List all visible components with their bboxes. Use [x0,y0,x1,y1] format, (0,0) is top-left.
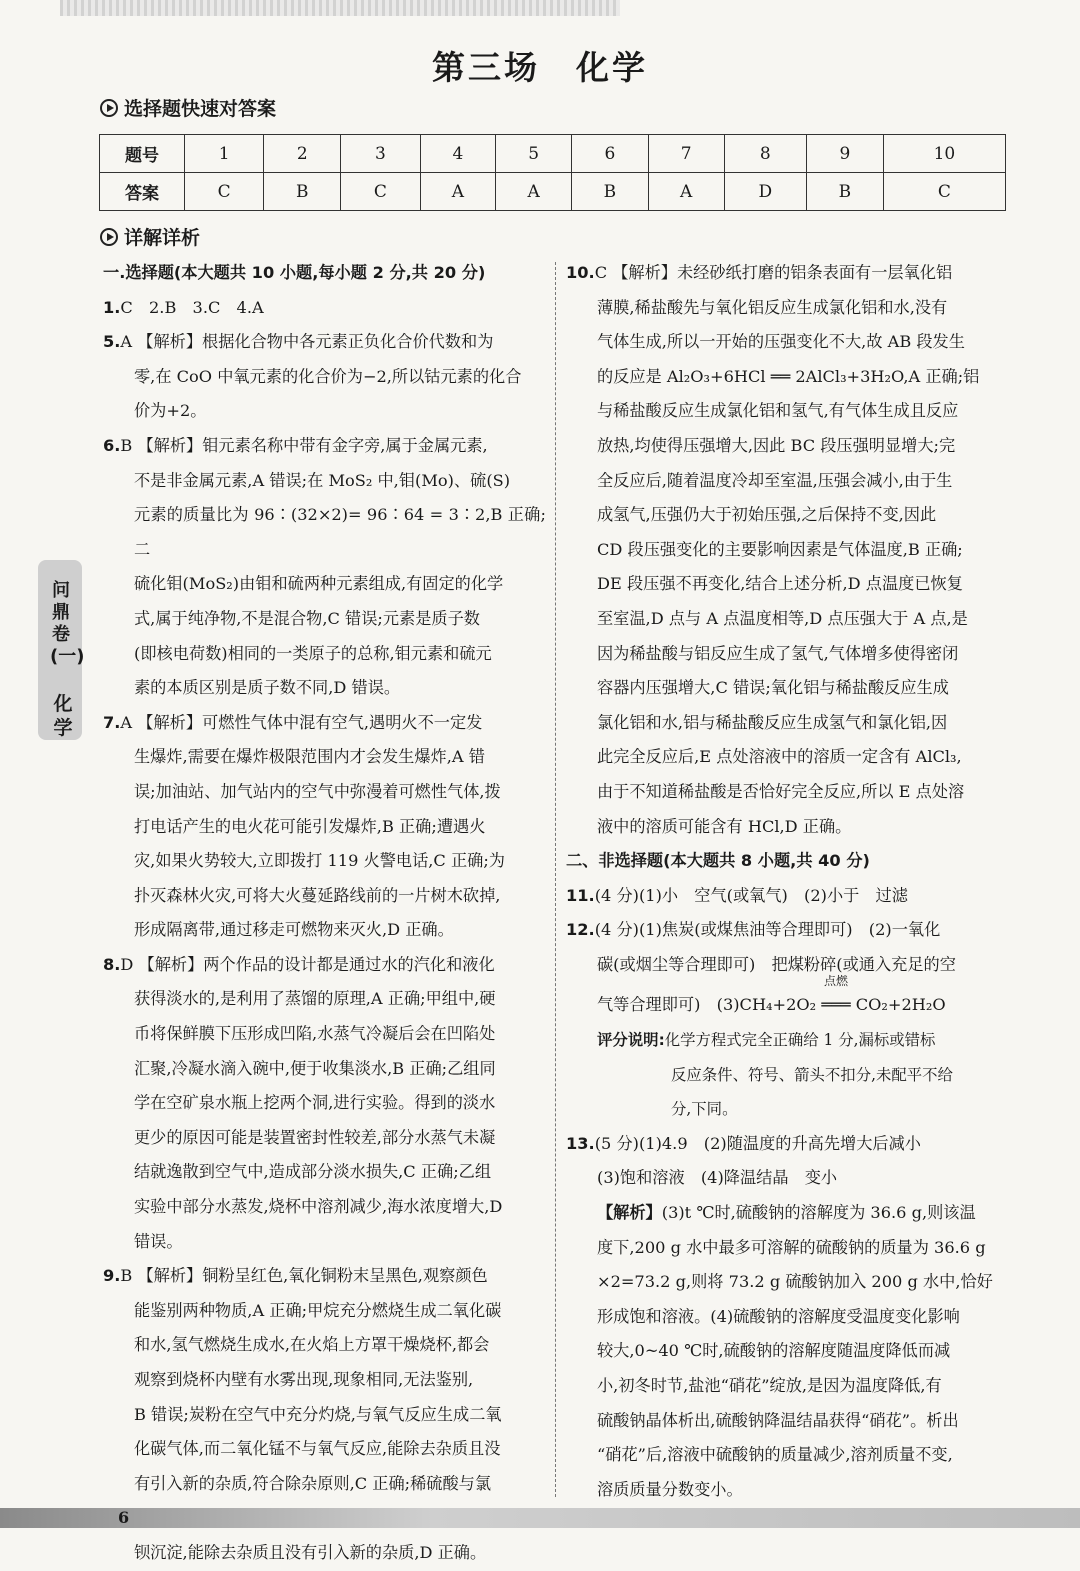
answer-line: 钡沉淀,能除去杂质且没有引入新的杂质,D 正确。 [134,1542,487,1562]
part-two-number: 二、 [566,851,599,871]
answer-cell: A [420,173,496,211]
scoring-note [566,1023,1007,1058]
scoring-label: 评分说明: [597,1031,665,1050]
question-block [103,325,546,429]
side-tab-subject: 化学 [53,693,73,739]
answer-line: 碳(或烟尘等合理即可) 把煤粉碎(或通入充足的空 [597,954,956,974]
answer-line: 零,在 CoO 中氧元素的化合价为−2,所以钴元素的化合 [134,366,522,386]
answer-line: 形成隔离带,通过移走可燃物来灭火,D 正确。 [134,920,454,940]
answer-cell: C [341,173,420,211]
equation-suffix: CO₂+2H₂O [855,995,946,1015]
question-block [103,291,546,326]
question-number: 3 [341,135,420,173]
scoring-line: 分,下同。 [671,1100,738,1119]
question-number-label: 7. [103,712,121,732]
answer-line: 气体生成,所以一开始的压强变化不大,故 AB 段发生 [597,332,965,352]
answer-line: 因为稀盐酸与铝反应生成了氢气,气体增多使得密闭 [597,643,959,663]
top-scan-strip [60,0,620,16]
answer-line: C 2.B 3.C 4.A [120,297,264,317]
analysis-line: 较大,0~40 ℃时,硫酸钠的溶解度随温度降低而减 [597,1341,951,1361]
answer-line: 素的本质区别是质子数不同,D 错误。 [134,678,401,698]
page-number: 6 [118,1508,130,1527]
answer-line: 薄膜,稀盐酸先与氧化铝反应生成氯化铝和水,没有 [597,297,948,317]
row-label-number: 题号 [100,135,185,173]
question-number-label: 1. [103,297,121,317]
answer-line: .选择题(本大题共 10 小题,每小题 2 分,共 20 分) [119,263,486,282]
answer-line: B 【解析】铜粉呈红色,氧化铜粉末呈黑色,观察颜色 [120,1266,488,1286]
question-first-line [103,948,546,983]
answer-cell: B [572,173,649,211]
answer-line: 灾,如果火势较大,立即拨打 119 火警电话,C 正确;为 [134,851,505,871]
answer-line: 更少的原因可能是装置密封性较差,部分水蒸气未凝 [134,1127,496,1147]
answer-line: 有引入新的杂质,符合除杂原则,C 正确;稀硫酸与氯 [134,1473,492,1493]
answer-line: 此完全反应后,E 点处溶液中的溶质一定含有 AlCl₃, [597,747,962,767]
answer-line: 观察到烧杯内壁有水雾出现,现象相同,无法鉴别, [134,1370,474,1389]
answer-line: 打电话产生的电火花可能引发爆炸,B 正确;遭遇火 [134,816,486,836]
quick-answer-heading-text: 选择题快速对答案 [124,98,277,120]
answer-line: 容器内压强增大,C 错误;氧化铝与稀盐酸反应生成 [597,678,949,698]
question-first-line [103,1259,546,1294]
answer-line: 不是非金属元素,A 错误;在 MoS₂ 中,钼(Mo)、硫(S) [134,470,511,490]
answer-line: 误;加油站、加气站内的空气中弥漫着可燃性气体,拨 [134,781,501,801]
answer-cell: B [264,173,341,211]
question-number: 4 [420,135,496,173]
question-number: 10 [883,135,1005,173]
column-divider [555,262,556,1497]
answer-line: 至室温,D 点与 A 点温度相等,D 点压强大于 A 点,是 [597,608,968,628]
answer-line: B 【解析】钼元素名称中带有金字旁,属于金属元素, [120,435,488,455]
analysis-line: 小,初冬时节,盐池“硝花”绽放,是因为温度降低,有 [597,1376,942,1395]
table-row-numbers [100,135,1006,173]
question-first-line [103,291,546,326]
answer-cell: A [496,173,572,211]
table-row-answers [100,173,1006,211]
question-first-line [103,256,546,291]
question-block [103,706,546,948]
answer-line: 实验中部分水蒸发,烧杯中溶剂减少,海水浓度增大,D [134,1197,503,1217]
answer-cell: A [648,173,724,211]
answer-line: 汇聚,冷凝水滴入碗中,便于收集淡水,B 正确;乙组同 [134,1058,496,1078]
question-number-label: 13. [566,1133,595,1153]
question-first-line [103,429,546,464]
answer-cell: D [724,173,806,211]
question-number: 1 [185,135,264,173]
reaction-arrow [821,974,851,1023]
question-number: 2 [264,135,341,173]
answer-line: (5 分)(1)4.9 (2)随温度的升高先增大后减小 [594,1133,921,1153]
answer-line: 错误。 [134,1231,183,1251]
question-number: 6 [572,135,649,173]
answer-line: 的反应是 Al₂O₃+6HCl ══ 2AlCl₃+3H₂O,A 正确;铝 [597,366,980,386]
question-number-label: 12. [566,920,595,940]
answer-line: 成氢气,压强仍大于初始压强,之后保持不变,因此 [597,505,937,525]
question-10 [566,256,1007,844]
answer-line: 获得淡水的,是利用了蒸馏的原理,A 正确;甲组中,硬 [134,989,496,1009]
question-11 [566,879,1007,914]
answer-line: 与稀盐酸反应生成氯化铝和氢气,有气体生成且反应 [597,401,959,421]
answer-line: 价为+2。 [134,401,207,421]
equation-prefix: 气等合理即可) (3)CH₄+2O₂ [597,995,817,1015]
question-number-label: 5. [103,332,121,352]
detail-heading [100,223,200,250]
analysis-line: 硫酸钠晶体析出,硫酸钠降温结晶获得“硝花”。析出 [597,1410,959,1430]
answer-line: D 【解析】两个作品的设计都是通过水的汽化和液化 [120,954,495,974]
analysis-label: 【解析】 [597,1203,662,1223]
question-13 [566,1127,1007,1508]
question-block [103,256,546,291]
question-block [103,948,546,1259]
answer-line: 全反应后,随着温度冷却至室温,压强会减小,由于生 [597,470,953,490]
quick-answer-heading [100,94,276,121]
analysis-line: ×2=73.2 g,则将 73.2 g 硫酸钠加入 200 g 水中,恰好 [597,1272,993,1292]
part-two-text: 非选择题(本大题共 8 小题,共 40 分) [598,851,870,871]
answer-line: (即核电荷数)相同的一类原子的总称,钼元素和硫元 [134,643,492,663]
row-label-answer: 答案 [100,173,185,211]
answer-line: A 【解析】根据化合物中各元素正负化合价代数和为 [120,332,494,352]
answer-line: 和水,氢气燃烧生成水,在火焰上方罩干燥烧杯,都会 [134,1335,490,1355]
answer-line: 硫化钼(MoS₂)由钼和硫两种元素组成,有固定的化学 [134,574,504,594]
answer-line: 式,属于纯净物,不是混合物,C 错误;元素是质子数 [134,608,480,628]
question-first-line [103,325,546,360]
scoring-line: 反应条件、符号、箭头不扣分,未配平不给 [671,1065,953,1084]
analysis-line: 度下,200 g 水中最多可溶解的硫酸钠的质量为 36.6 g [597,1237,986,1257]
equation-line [566,974,1007,1023]
reaction-condition: 点燃 [823,974,848,989]
answer-line: (4 分)(1)焦炭(或煤焦油等合理即可) (2)一氧化 [594,920,941,940]
question-number-label: 8. [103,954,121,974]
question-number: 9 [807,135,884,173]
question-number-label: 一 [103,263,120,282]
analysis-line: 溶质质量分数变小。 [597,1479,743,1499]
question-12 [566,913,1007,1127]
answer-cell: C [883,173,1005,211]
detail-heading-text: 详解详析 [124,227,201,249]
answer-line: DE 段压强不再变化,结合上述分析,D 点温度已恢复 [597,574,963,594]
play-circle-icon [100,228,118,246]
question-number: 7 [648,135,724,173]
play-circle-icon [100,99,118,117]
answer-cell: B [807,173,884,211]
answer-line: (3)饱和溶液 (4)降温结晶 变小 [597,1168,838,1188]
answer-line: 币将保鲜膜下压形成凹陷,水蒸气冷凝后会在凹陷处 [134,1024,496,1044]
answer-line: 生爆炸,需要在爆炸极限范围内才会发生爆炸,A 错 [134,747,485,767]
answer-cell: C [185,173,264,211]
question-number: 5 [496,135,572,173]
answer-line: 化碳气体,而二氧化锰不与氧气反应,能除去杂质且没 [134,1439,501,1459]
answer-line: 放热,均使得压强增大,因此 BC 段压强明显增大;完 [597,435,956,455]
left-column [103,256,546,1571]
answer-line: 能鉴别两种物质,A 正确;甲烷充分燃烧生成二氧化碳 [134,1300,502,1320]
page-title: 第三场 化学 [432,48,648,87]
arrow-symbol: ═══ [821,995,851,1015]
part-two-heading [566,844,1007,879]
answer-line: 结就逸散到空气中,造成部分淡水损失,C 正确;乙组 [134,1162,492,1182]
scoring-line: 化学方程式完全正确给 1 分,漏标或错标 [664,1031,936,1050]
answer-line: 氯化铝和水,铝与稀盐酸反应生成氢气和氯化铝,因 [597,712,948,732]
answer-line: 由于不知道稀盐酸是否恰好完全反应,所以 E 点处溶 [597,781,965,801]
answer-line: 元素的质量比为 96∶(32×2)= 96∶64 = 3∶2,B 正确;二 [134,505,546,559]
answer-table [99,134,1006,211]
analysis-line: (3)t ℃时,硫酸钠的溶解度为 36.6 g,则该温 [661,1203,976,1223]
question-block [103,429,546,706]
analysis-line: 形成饱和溶液。(4)硫酸钠的溶解度受温度变化影响 [597,1306,960,1326]
question-number-label: 10. [566,263,595,282]
answer-line: A 【解析】可燃性气体中混有空气,遇明火不一定发 [120,712,483,732]
question-first-line [103,706,546,741]
question-number: 8 [724,135,806,173]
question-number-label: 6. [103,435,121,455]
side-tab-label: 问鼎卷(一) [50,580,85,667]
question-number-label: 9. [103,1266,121,1286]
bottom-scan-strip [0,1508,1080,1528]
answer-line: C 【解析】未经砂纸打磨的铝条表面有一层氧化铝 [594,263,953,282]
answer-line: B 错误;炭粉在空气中充分灼烧,与氧气反应生成二氧 [134,1404,502,1424]
answer-line: CD 段压强变化的主要影响因素是气体温度,B 正确; [597,539,963,559]
answer-line: 学在空矿泉水瓶上挖两个洞,进行实验。得到的淡水 [134,1093,496,1113]
answer-line: (4 分)(1)小 空气(或氧气) (2)小于 过滤 [594,885,908,905]
question-number-label: 11. [566,885,595,905]
right-column [566,256,1007,1507]
answer-line: 液中的溶质可能含有 HCl,D 正确。 [597,816,852,836]
answer-line: 扑灭森林火灾,可将大火蔓延路线前的一片树木砍掉, [134,885,501,905]
analysis-line: “硝花”后,溶液中硫酸钠的质量减少,溶剂质量不变, [597,1445,953,1465]
